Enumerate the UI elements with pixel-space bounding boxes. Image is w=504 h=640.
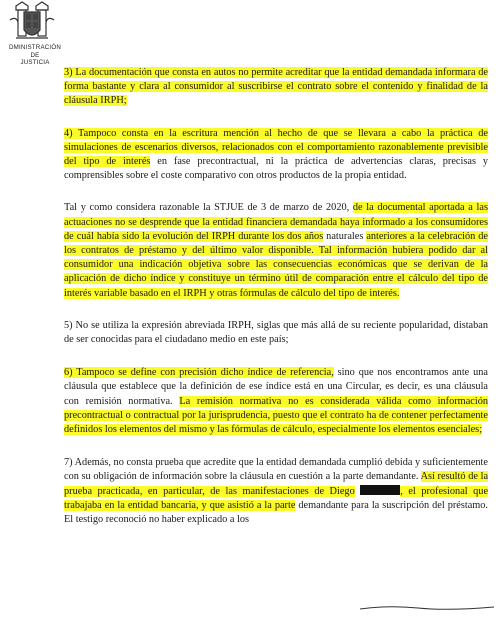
issuer-line-2: DE	[30, 51, 40, 59]
text: Tal y como considera razonable la STJUE de 3 de marzo de 2020,	[64, 202, 353, 214]
coat-of-arms-seal	[6, 0, 58, 44]
highlight: 3) La documentación que consta en autos no permite acreditar que la entidad demandada informara de forma bastante y clara al consumidor al suscribirse el contrato sobre el contenido y finalidad de la cláusula IRPH;	[64, 67, 488, 107]
highlight: 4) Tampoco consta en la escritura mención al hecho de que se llevara a cabo la práctica de simulaciones de escenarios diversos, relacionados con el comportamiento razonablemente previsible del tipo de interés	[64, 127, 488, 168]
highlight: , el profesional que trabajaba en la entidad bancaria, y que asistió a la parte	[64, 485, 489, 511]
paragraph-6	[64, 366, 488, 437]
paragraph-5	[64, 319, 488, 347]
highlight: 6) Tampoco se define con precisión dicho índice de referencia,	[64, 367, 334, 379]
paragraph-4	[64, 127, 488, 184]
handwritten-mark	[358, 604, 496, 612]
highlight: Así resultó de la prueba practicada, en particular, de las manifestaciones de Diego	[64, 471, 489, 497]
text: demandante para la suscripción del préstamo. El testigo reconoció no haber explicado a los	[64, 499, 489, 526]
text: sino que nos encontramos ante una cláusula que establece que la definición de ese índice está en una Circular, es decir, es una cláusula con remisión normativa.	[64, 367, 488, 407]
paragraph-stjue	[64, 201, 488, 300]
issuer-block	[2, 44, 68, 67]
issuer-line-1: DMINISTRACIÓN	[8, 44, 62, 51]
highlight: anteriores a la celebración de los contratos de préstamo y del último valor disponible. Tal información hubiera podido dar al consumidor una indicación objetiva sobre las consecuencias económicas que se derivan de la aplicación de dicho índice y constituye un término útil de comparación entre el cálculo del tipo de interés variable basado en el IRPH y otras fórmulas de cálculo del tipo de interés.	[64, 230, 488, 299]
text: en fase precontractual, ni la práctica de advertencias claras, precisas y comprensibles sobre el coste comparativo con otros productos de la propia entidad.	[64, 156, 488, 182]
highlight: La remisión normativa no es considerada válida como información precontractual o contractual por la jurisprudencia, puesto que el contrato ha de contener perfectamente definidos los elementos del mismo y las fórmulas de cálculo, especialmente los elementos esenciales;	[64, 395, 488, 436]
issuer-line-3: JUSTICIA	[20, 59, 50, 67]
text: naturales	[323, 230, 367, 242]
highlight: de la documental aportada a las actuaciones no se desprende que la entidad financiera demandada haya informado a los consumidores de cuál había sido la evolución del IRPH durante los dos años	[64, 202, 488, 242]
redaction-bar	[360, 485, 400, 495]
text: 7) Además, no consta prueba que acredite que la entidad demandada cumplió debida y suficientemente con su obligación de información sobre la cláusula en cuestión a la parte demandante.	[64, 457, 488, 483]
paragraph-7	[64, 456, 488, 527]
paragraph-3	[64, 66, 488, 109]
text: 5) No se utiliza la expresión abreviada IRPH, siglas que más allá de su reciente popularidad, distaban de ser conocidas para el ciudadano medio en este país;	[64, 319, 488, 346]
document-body	[64, 66, 488, 527]
